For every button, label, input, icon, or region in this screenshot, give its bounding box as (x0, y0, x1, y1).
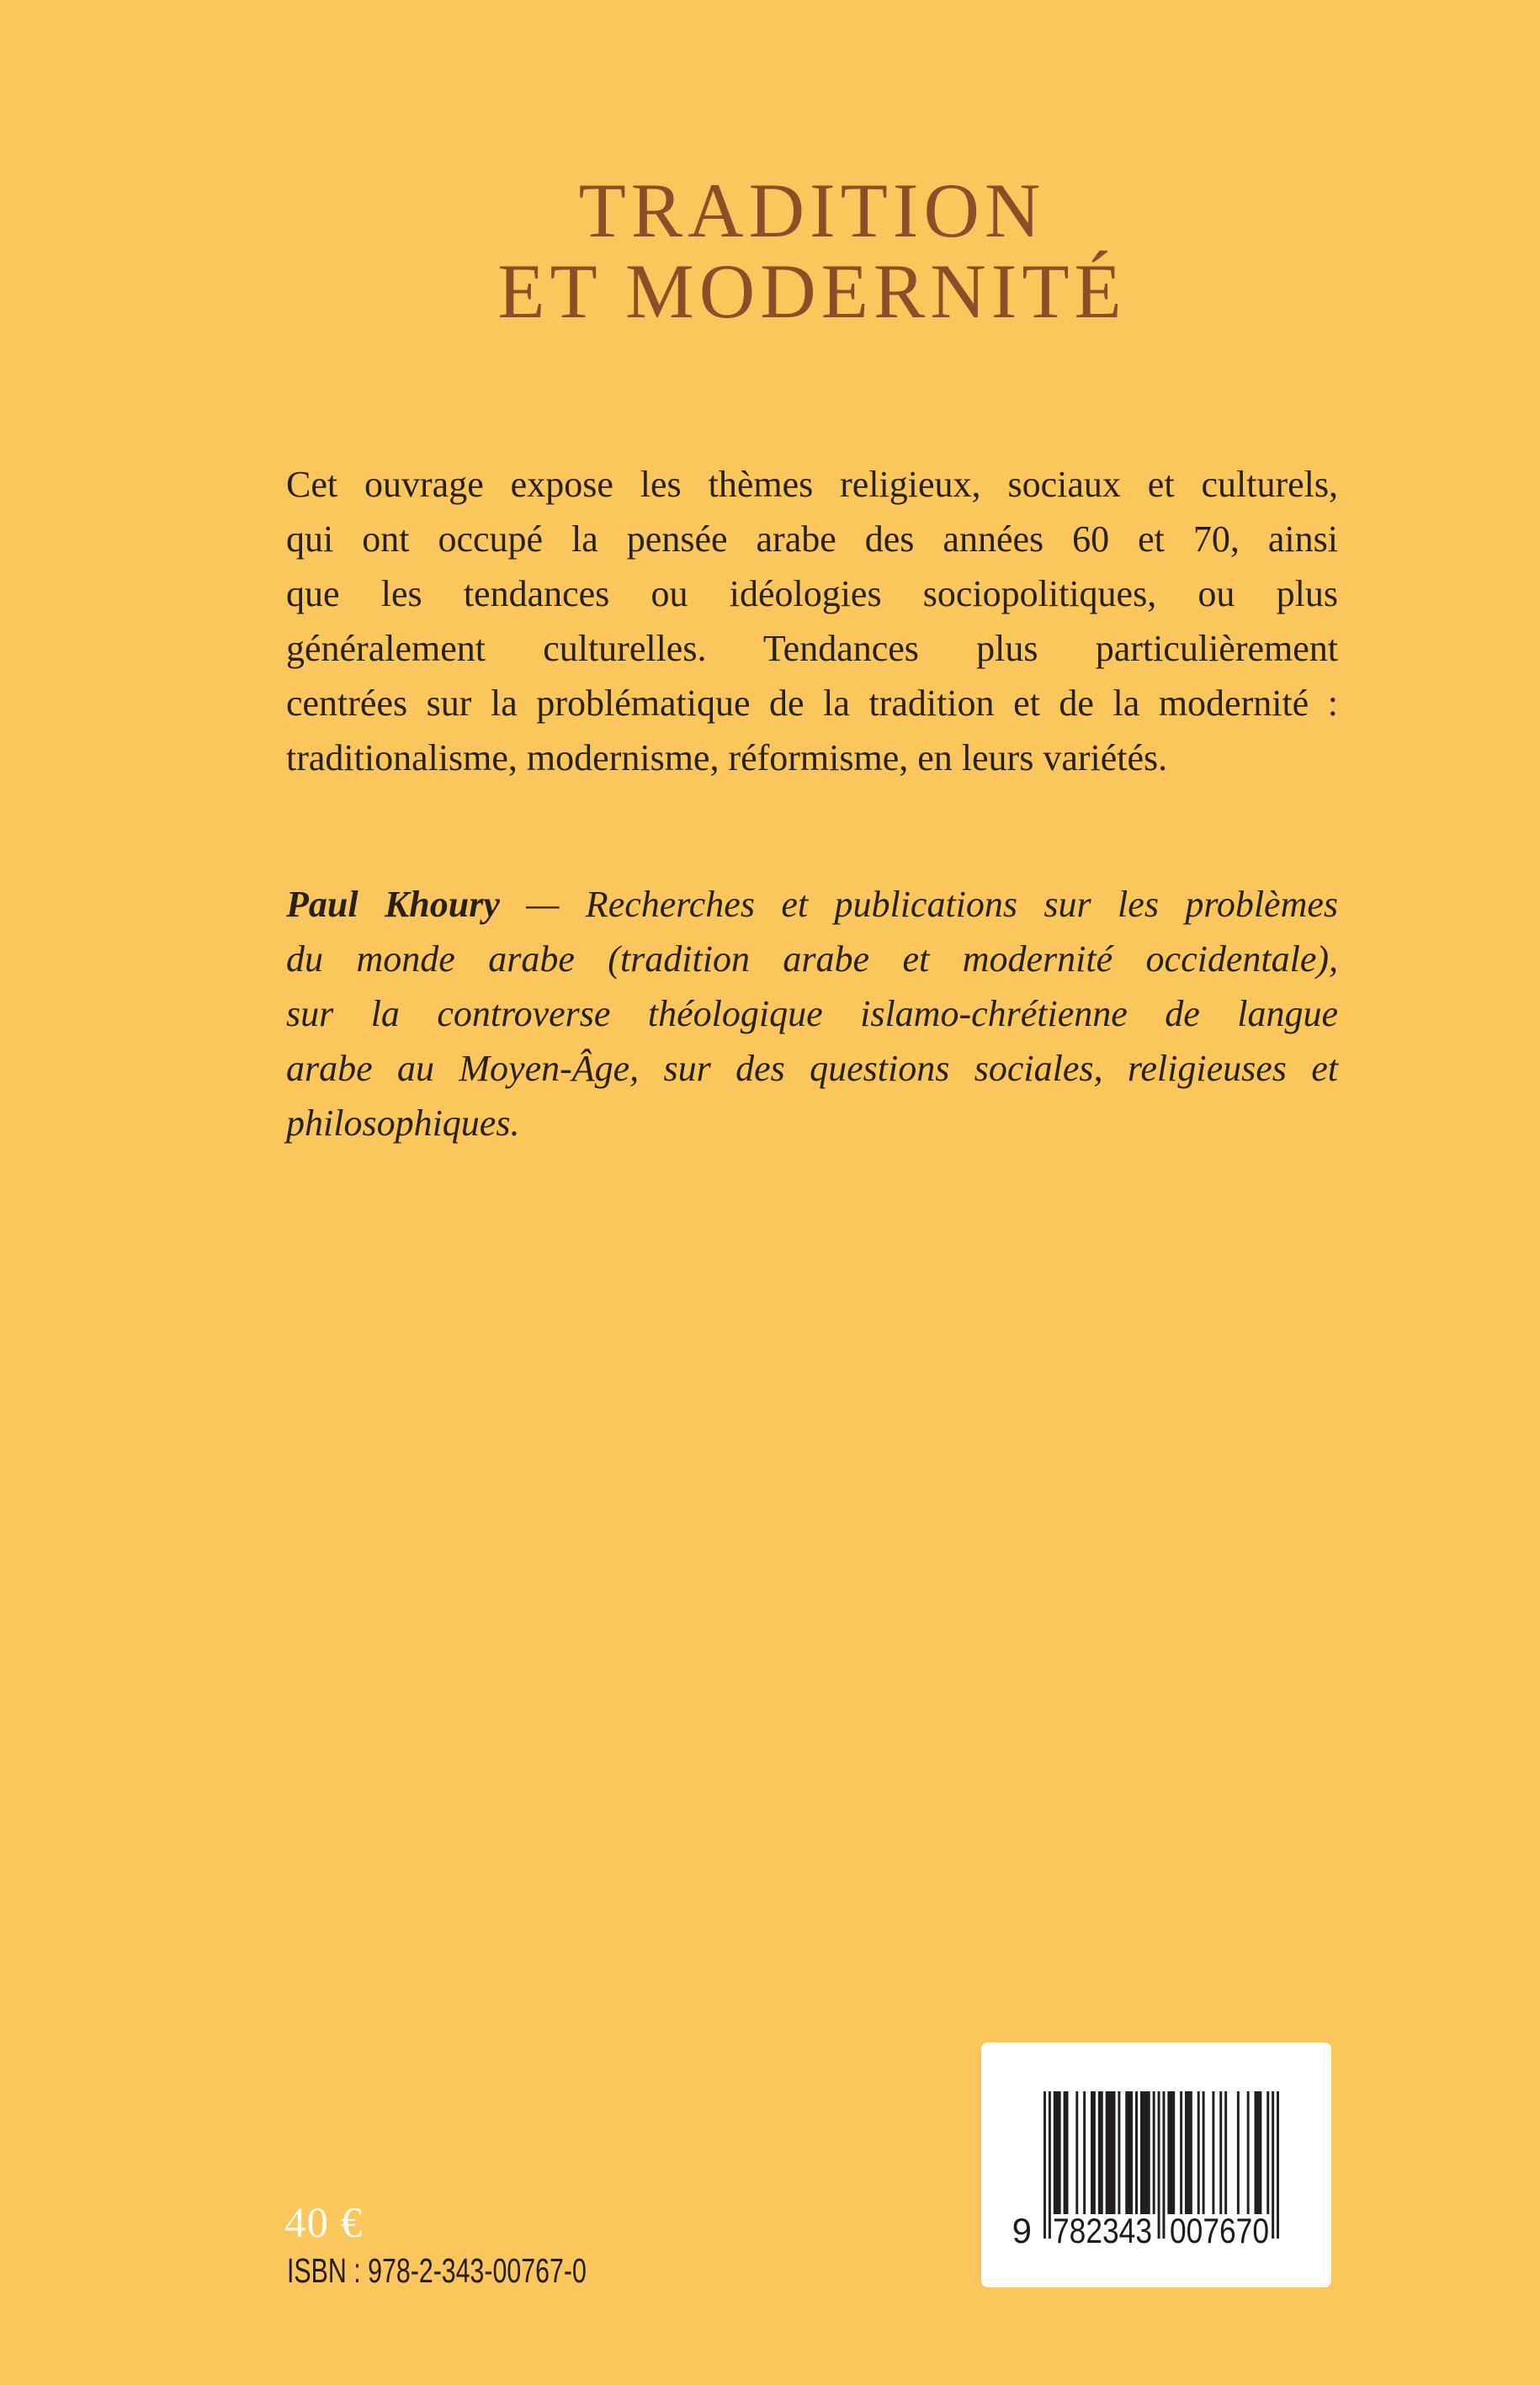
bio-line-rest: — Recherches et publications sur les problèmes (526, 884, 1338, 925)
bio-line: du monde arabe (tradition arabe et modernité occidentale), (286, 938, 1338, 980)
ean13-barcode (1010, 2091, 1279, 2251)
book-title (286, 167, 1338, 334)
bio-line: sur la controverse théologique islamo-chrétienne de langue (286, 993, 1338, 1034)
synopsis-paragraph (286, 457, 1338, 785)
isbn-label: ISBN : 978-2-343-00767-0 (287, 2251, 587, 2290)
book-title-line-1: TRADITION (578, 167, 1046, 253)
synopsis-line: généralement culturelles. Tendances plus particulièrement (286, 628, 1338, 669)
author-name: Paul Khoury (286, 884, 500, 925)
svg-text:782343: 782343 (1053, 2211, 1152, 2250)
svg-text:9: 9 (1012, 2211, 1032, 2250)
svg-text:007670: 007670 (1170, 2211, 1269, 2250)
bio-line (286, 877, 1338, 932)
price-label: 40 € (284, 2200, 364, 2247)
barcode-panel (981, 2042, 1331, 2287)
author-bio-paragraph (286, 877, 1338, 1150)
bio-line: arabe au Moyen-Âge, sur des questions sociales, religieuses et (286, 1048, 1338, 1089)
synopsis-line: Cet ouvrage expose les thèmes religieux, sociaux et culturels, (286, 464, 1338, 505)
synopsis-line: centrées sur la problématique de la tradition et de la modernité : (286, 683, 1338, 724)
synopsis-line: qui ont occupé la pensée arabe des années 60 et 70, ainsi (286, 518, 1338, 560)
bio-line: philosophiques. (286, 1102, 520, 1144)
book-title-line-2: ET MODERNITÉ (497, 248, 1127, 334)
synopsis-line: traditionalisme, modernisme, réformisme, en leurs variétés. (286, 737, 1168, 778)
synopsis-line: que les tendances ou idéologies sociopolitiques, ou plus (286, 573, 1338, 614)
